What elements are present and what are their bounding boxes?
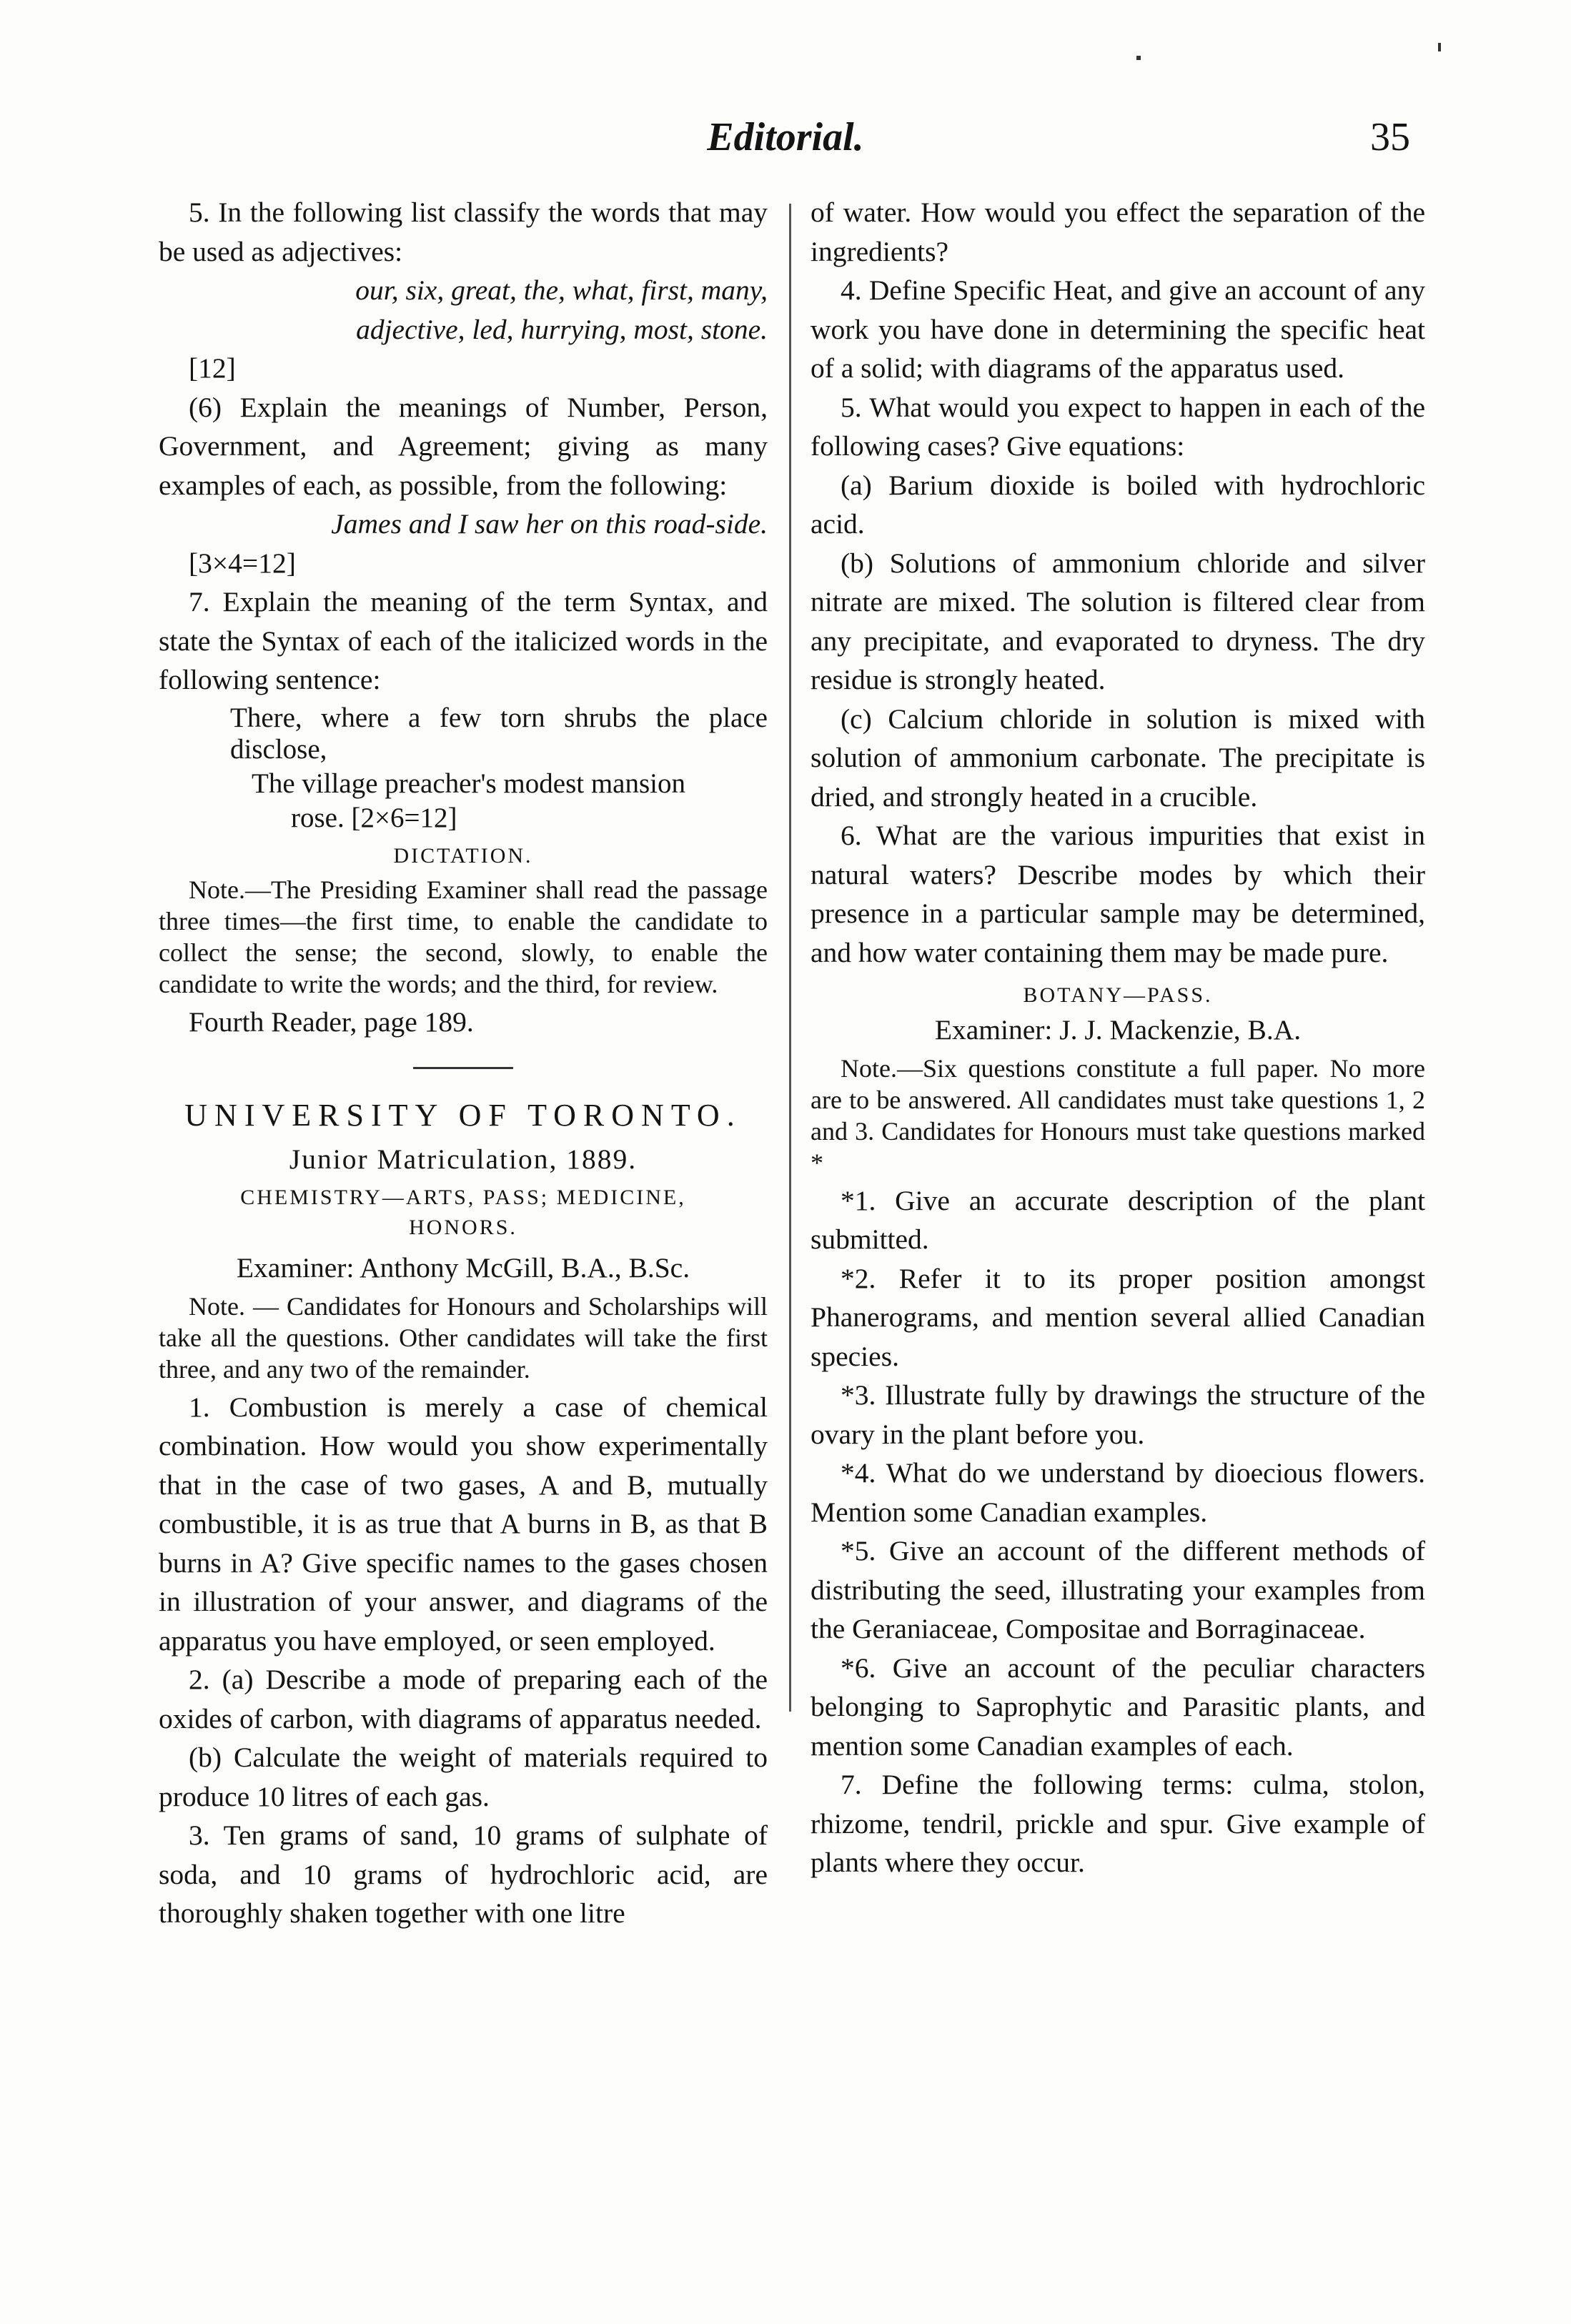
subject-heading: CHEMISTRY—ARTS, PASS; MEDICINE, HONORS. <box>240 1186 686 1239</box>
candidates-note: Note. — Candidates for Honours and Scholarships will take all the questions. Other candidates will take the first three, and any two of the remainder. <box>159 1291 768 1384</box>
question-2b: (b) Calculate the weight of materials required to produce 10 litres of each gas. <box>159 1742 768 1812</box>
exam-title: Junior Matriculation, 1889. <box>289 1143 638 1175</box>
question-5: 5. In the following list classify the words that may be used as adjectives: <box>159 197 768 267</box>
botany-question-7: 7. Define the following terms: culma, stolon, rhizome, tendril, prickle and spur. Give example of plants where they occur. <box>811 1769 1425 1878</box>
left-column <box>159 193 768 1933</box>
question-5c: (c) Calcium chloride in solution is mixed with solution of ammonium carbonate. The precipitate is dried, and strongly heated in a crucible. <box>811 702 1425 813</box>
print-speck <box>1136 56 1141 60</box>
question-2a: 2. (a) Describe a mode of preparing each of the oxides of carbon, with diagrams of apparatus needed. <box>159 1664 768 1734</box>
running-head: Editorial. <box>707 115 864 159</box>
verse-line: The village preacher's modest mansion <box>252 768 685 799</box>
right-column <box>811 193 1425 1882</box>
botany-question-5: *5. Give an account of the different methods of distributing the seed, illustrating your examples from the Geraniaceae, Compositae and Borraginaceae. <box>811 1535 1425 1644</box>
botany-note: Note.—Six questions constitute a full paper. No more are to be answered. All candidates must take questions 1, 2 and 3. Candidates for Honours must take questions marked * <box>811 1053 1425 1177</box>
marks: [3×4=12] <box>189 547 296 579</box>
question-4: 4. Define Specific Heat, and give an account of any work you have done in determining the specific heat of a solid; with diagrams of the apparatus used. <box>811 274 1425 384</box>
question-3-continued: of water. How would you effect the separation of the ingredients? <box>811 197 1425 267</box>
question-5: 5. What would you expect to happen in each of the following cases? Give equations: <box>811 391 1425 462</box>
botany-question-1: *1. Give an accurate description of the plant submitted. <box>811 1184 1425 1255</box>
page-number: 35 <box>1370 115 1410 159</box>
botany-question-6: *6. Give an account of the peculiar characters belonging to Saprophytic and Parasitic plants, and mention some Canadian examples of each. <box>811 1652 1425 1762</box>
question-5a: (a) Barium dioxide is boiled with hydrochloric acid. <box>811 469 1425 540</box>
dictation-note: Note.—The Presiding Examiner shall read the passage three times—the first time, to enable the candidate to collect the sense; the second, slowly, to enable the candidate to write the words; and the third, for review. <box>159 875 768 998</box>
example-sentence: James and I saw her on this road-side. <box>331 508 768 540</box>
botany-question-4: *4. What do we understand by dioecious flowers. Mention some Canadian examples. <box>811 1457 1425 1528</box>
dictation-source: Fourth Reader, page 189. <box>189 1005 474 1038</box>
verse-line: There, where a few torn shrubs the place disclose, <box>230 702 768 765</box>
section-rule <box>413 1067 513 1069</box>
botany-question-3: *3. Illustrate fully by drawings the structure of the ovary in the plant before you. <box>811 1379 1425 1450</box>
question-3: 3. Ten grams of sand, 10 grams of sulphate of soda, and 10 grams of hydrochloric acid, are thoroughly shaken together with one litre <box>159 1819 768 1929</box>
word-list-line: adjective, led, hurrying, most, stone. <box>356 313 768 345</box>
marks: [12] <box>189 352 236 384</box>
university-heading: UNIVERSITY OF TORONTO. <box>184 1098 742 1133</box>
question-6: (6) Explain the meanings of Number, Person, Government, and Agreement; giving as many examples of each, as possible, from the following: <box>159 391 768 501</box>
question-6: 6. What are the various impurities that exist in natural waters? Describe modes by which their presence in a particular sample may be determined, and how water containing them may be made pure. <box>811 820 1425 968</box>
dictation-heading: DICTATION. <box>393 843 533 868</box>
question-1: 1. Combustion is merely a case of chemical combination. How would you show experimentally that in the case of two gases, A and B, mutually combustible, it is as true that A burns in B, as that B burns in A? Give specific names to the gases chosen in illustration of your answer, and diagrams of the apparatus you have employed, or seen employed. <box>159 1391 768 1657</box>
print-speck <box>1438 43 1441 51</box>
question-5b: (b) Solutions of ammonium chloride and silver nitrate are mixed. The solution is filtered clear from any precipitate, and evaporated to dryness. The dry residue is strongly heated. <box>811 547 1425 695</box>
question-7: 7. Explain the meaning of the term Syntax, and state the Syntax of each of the italicized words in the following sentence: <box>159 586 768 695</box>
column-divider <box>789 204 791 1712</box>
botany-examiner: Examiner: J. J. Mackenzie, B.A. <box>934 1014 1302 1046</box>
botany-heading: BOTANY—PASS. <box>1023 983 1213 1007</box>
examiner: Examiner: Anthony McGill, B.A., B.Sc. <box>236 1252 690 1283</box>
verse-line: rose. [2×6=12] <box>291 802 457 833</box>
botany-question-2: *2. Refer it to its proper position amongst Phanerograms, and mention several allied Canadian species. <box>811 1262 1425 1372</box>
word-list-line: our, six, great, the, what, first, many, <box>355 274 768 306</box>
